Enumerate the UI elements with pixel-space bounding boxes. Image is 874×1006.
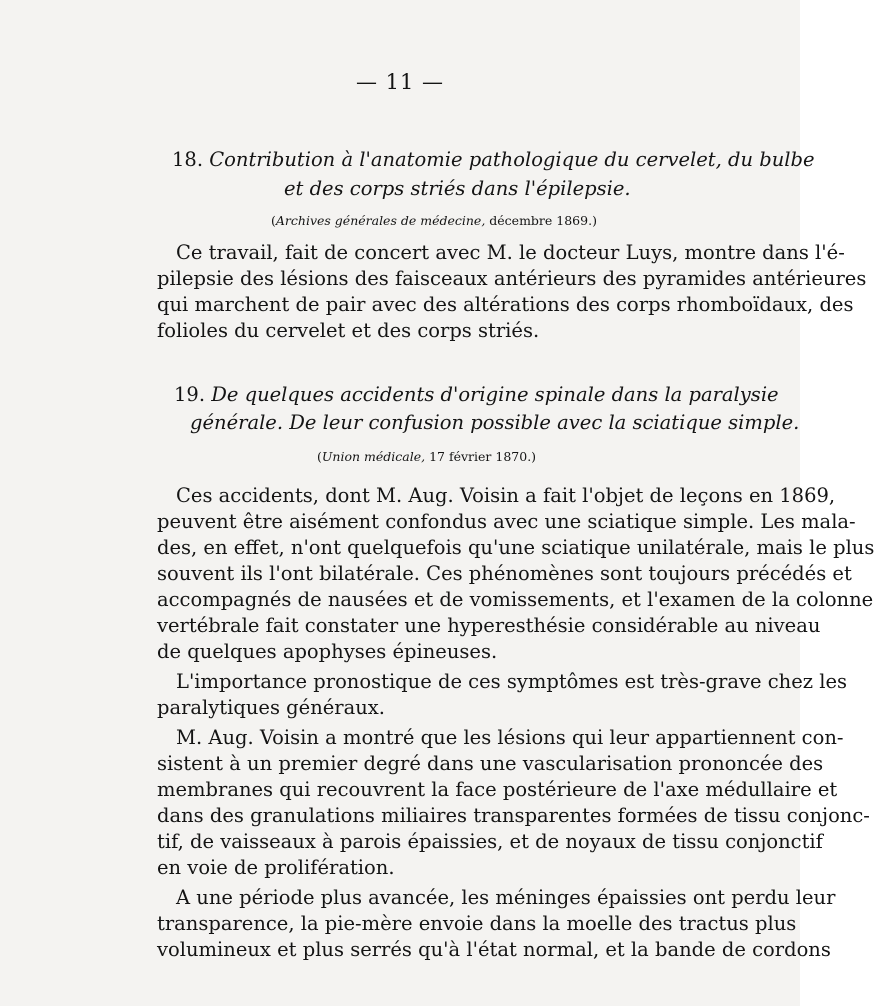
paragraph-2-line: paralytiques généraux. (157, 696, 385, 719)
paragraph-3-line: sistent à un premier degré dans une vascularisation prononcée des (157, 752, 824, 775)
section-18-source-journal: Archives générales de médecine, (275, 213, 486, 228)
section-18-body-line: Ce travail, fait de concert avec M. le docteur Luys, montre dans l'é- (176, 241, 845, 264)
section-19-title-text: De quelques accidents d'origine spinale dans la paralysie (211, 383, 779, 406)
paragraph-1-line: Ces accidents, dont M. Aug. Voisin a fait l'objet de leçons en 1869, (176, 484, 836, 507)
section-18-title-line-2: et des corps striés dans l'épilepsie. (284, 177, 631, 200)
section-18-body-line: pilepsie des lésions des faisceaux antérieurs des pyramides antérieures (157, 267, 867, 290)
paragraph-1-line: peuvent être aisément confondus avec une sciatique simple. Les mala- (157, 510, 856, 533)
paragraph-3-line: M. Aug. Voisin a montré que les lésions qui leur appartiennent con- (176, 726, 844, 749)
paragraph-1-line: de quelques apophyses épineuses. (157, 640, 498, 663)
section-18-title-line-1 (172, 148, 815, 171)
paragraph-3-line: tif, de vaisseaux à parois épaissies, et de noyaux de tissu conjonctif (157, 830, 823, 853)
paragraph-4-line: volumineux et plus serrés qu'à l'état normal, et la bande de cordons (157, 938, 831, 961)
section-19-source-date: 17 février 1870. (429, 449, 532, 464)
section-19-source: (Union médicale, 17 février 1870.) (317, 449, 537, 464)
paragraph-2-line: L'importance pronostique de ces symptômes est très-grave chez les (176, 670, 847, 693)
section-19-source-journal: Union médicale, (321, 449, 426, 464)
section-18-title-text: Contribution à l'anatomie pathologique du cervelet, du bulbe (209, 148, 815, 171)
section-18-source: (Archives générales de médecine, décembre 1869.) (271, 213, 597, 228)
section-19-title-line-1 (174, 383, 779, 406)
paragraph-1-line: vertébrale fait constater une hyperesthésie considérable au niveau (157, 614, 821, 637)
section-18-number: 18. (172, 148, 204, 171)
paragraph-1-line: souvent ils l'ont bilatérale. Ces phénomènes sont toujours précédés et (157, 562, 852, 585)
paragraph-3-line: dans des granulations miliaires transparentes formées de tissu conjonc- (157, 804, 870, 827)
section-18-body-line: qui marchent de pair avec des altérations des corps rhomboïdaux, des (157, 293, 854, 316)
paragraph-1-line: des, en effet, n'ont quelquefois qu'une sciatique unilatérale, mais le plus (157, 536, 874, 559)
paragraph-4-line: A une période plus avancée, les méninges épaissies ont perdu leur (176, 886, 836, 909)
paragraph-1-line: accompagnés de nausées et de vomissements, et l'examen de la colonne (157, 588, 874, 611)
paragraph-4-line: transparence, la pie-mère envoie dans la moelle des tractus plus (157, 912, 797, 935)
section-18-body-line: folioles du cervelet et des corps striés. (157, 319, 540, 342)
paragraph-3-line: membranes qui recouvrent la face postérieure de l'axe médullaire et (157, 778, 838, 801)
section-19-title-line-2: générale. De leur confusion possible avec la sciatique simple. (190, 411, 800, 434)
section-18-source-date: décembre 1869. (489, 213, 593, 228)
paragraph-3-line: en voie de prolifération. (157, 856, 395, 879)
page-number: — 11 — (355, 70, 445, 94)
section-19-number: 19. (174, 383, 206, 406)
